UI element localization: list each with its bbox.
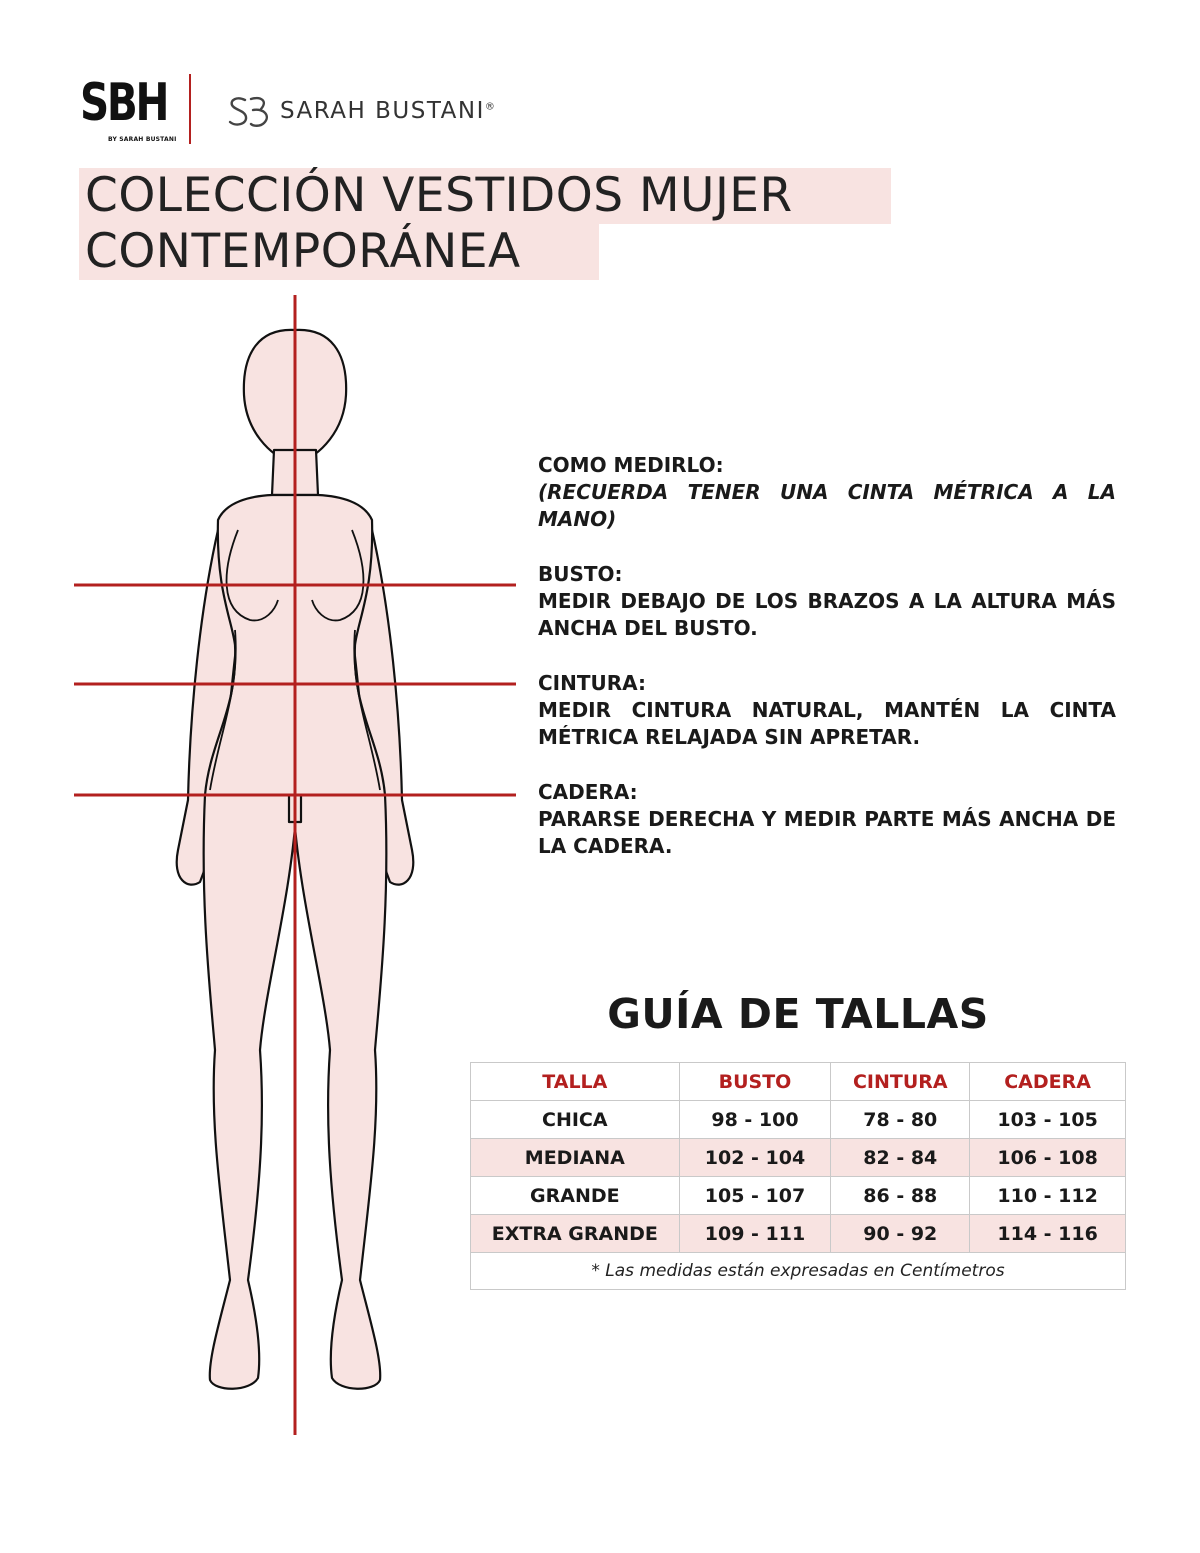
- size-guide-title: GUÍA DE TALLAS: [607, 990, 989, 1038]
- hip-cell: 106 - 108: [970, 1139, 1126, 1177]
- hip-text: PARARSE DERECHA Y MEDIR PARTE MÁS ANCHA DE LA CADERA.: [538, 807, 1116, 858]
- header-cintura: CINTURA: [831, 1063, 970, 1101]
- waist-block: [538, 670, 1116, 751]
- logo-divider: [189, 74, 191, 144]
- measurement-instructions: [538, 452, 1116, 888]
- sbh-logo-subtext: BY SARAH BUSTANI: [108, 136, 177, 143]
- bust-cell: 98 - 100: [679, 1101, 831, 1139]
- waist-cell: 90 - 92: [831, 1215, 970, 1253]
- how-to-measure-heading: COMO MEDIRLO:: [538, 453, 724, 477]
- sb-monogram-icon: [227, 94, 271, 130]
- page-title-line-2: CONTEMPORÁNEA: [79, 224, 599, 280]
- header-talla: TALLA: [471, 1063, 680, 1101]
- hip-cell: 114 - 116: [970, 1215, 1126, 1253]
- table-header-row: [471, 1063, 1126, 1101]
- bust-cell: 105 - 107: [679, 1177, 831, 1215]
- hip-block: [538, 779, 1116, 860]
- size-cell: CHICA: [471, 1101, 680, 1139]
- waist-cell: 78 - 80: [831, 1101, 970, 1139]
- table-row: [471, 1215, 1126, 1253]
- bust-block: [538, 561, 1116, 642]
- page-title-line-1: COLECCIÓN VESTIDOS MUJER: [79, 168, 891, 224]
- header-cadera: CADERA: [970, 1063, 1126, 1101]
- bust-text: MEDIR DEBAJO DE LOS BRAZOS A LA ALTURA MÁS ANCHA DEL BUSTO.: [538, 589, 1116, 640]
- waist-cell: 86 - 88: [831, 1177, 970, 1215]
- header-busto: BUSTO: [679, 1063, 831, 1101]
- size-cell: MEDIANA: [471, 1139, 680, 1177]
- size-cell: GRANDE: [471, 1177, 680, 1215]
- waist-cell: 82 - 84: [831, 1139, 970, 1177]
- hip-cell: 110 - 112: [970, 1177, 1126, 1215]
- size-table: [470, 1062, 1126, 1290]
- sbh-logo-text: SBH: [80, 73, 168, 133]
- bust-heading: BUSTO:: [538, 562, 623, 586]
- bust-cell: 102 - 104: [679, 1139, 831, 1177]
- sbh-logo: [80, 70, 177, 148]
- hip-cell: 103 - 105: [970, 1101, 1126, 1139]
- bust-cell: 109 - 111: [679, 1215, 831, 1253]
- waist-text: MEDIR CINTURA NATURAL, MANTÉN LA CINTA MÉTRICA RELAJADA SIN APRETAR.: [538, 698, 1116, 749]
- brand-name: [280, 98, 496, 124]
- table-row: [471, 1177, 1126, 1215]
- figure-right-leg: [294, 795, 386, 1389]
- body-measurement-figure: [60, 290, 540, 1450]
- brand-name-text: SARAH BUSTANI: [280, 98, 485, 124]
- how-to-measure-note: (RECUERDA TENER UNA CINTA MÉTRICA A LA MANO): [538, 480, 1116, 531]
- how-to-measure-block: [538, 452, 1116, 533]
- waist-heading: CINTURA:: [538, 671, 646, 695]
- hip-heading: CADERA:: [538, 780, 638, 804]
- size-cell: EXTRA GRANDE: [471, 1215, 680, 1253]
- table-note-row: [471, 1253, 1126, 1290]
- table-row: [471, 1101, 1126, 1139]
- registered-mark: ®: [484, 101, 497, 113]
- table-note: * Las medidas están expresadas en Centímetros: [471, 1253, 1126, 1290]
- table-row: [471, 1139, 1126, 1177]
- figure-left-leg: [204, 795, 296, 1389]
